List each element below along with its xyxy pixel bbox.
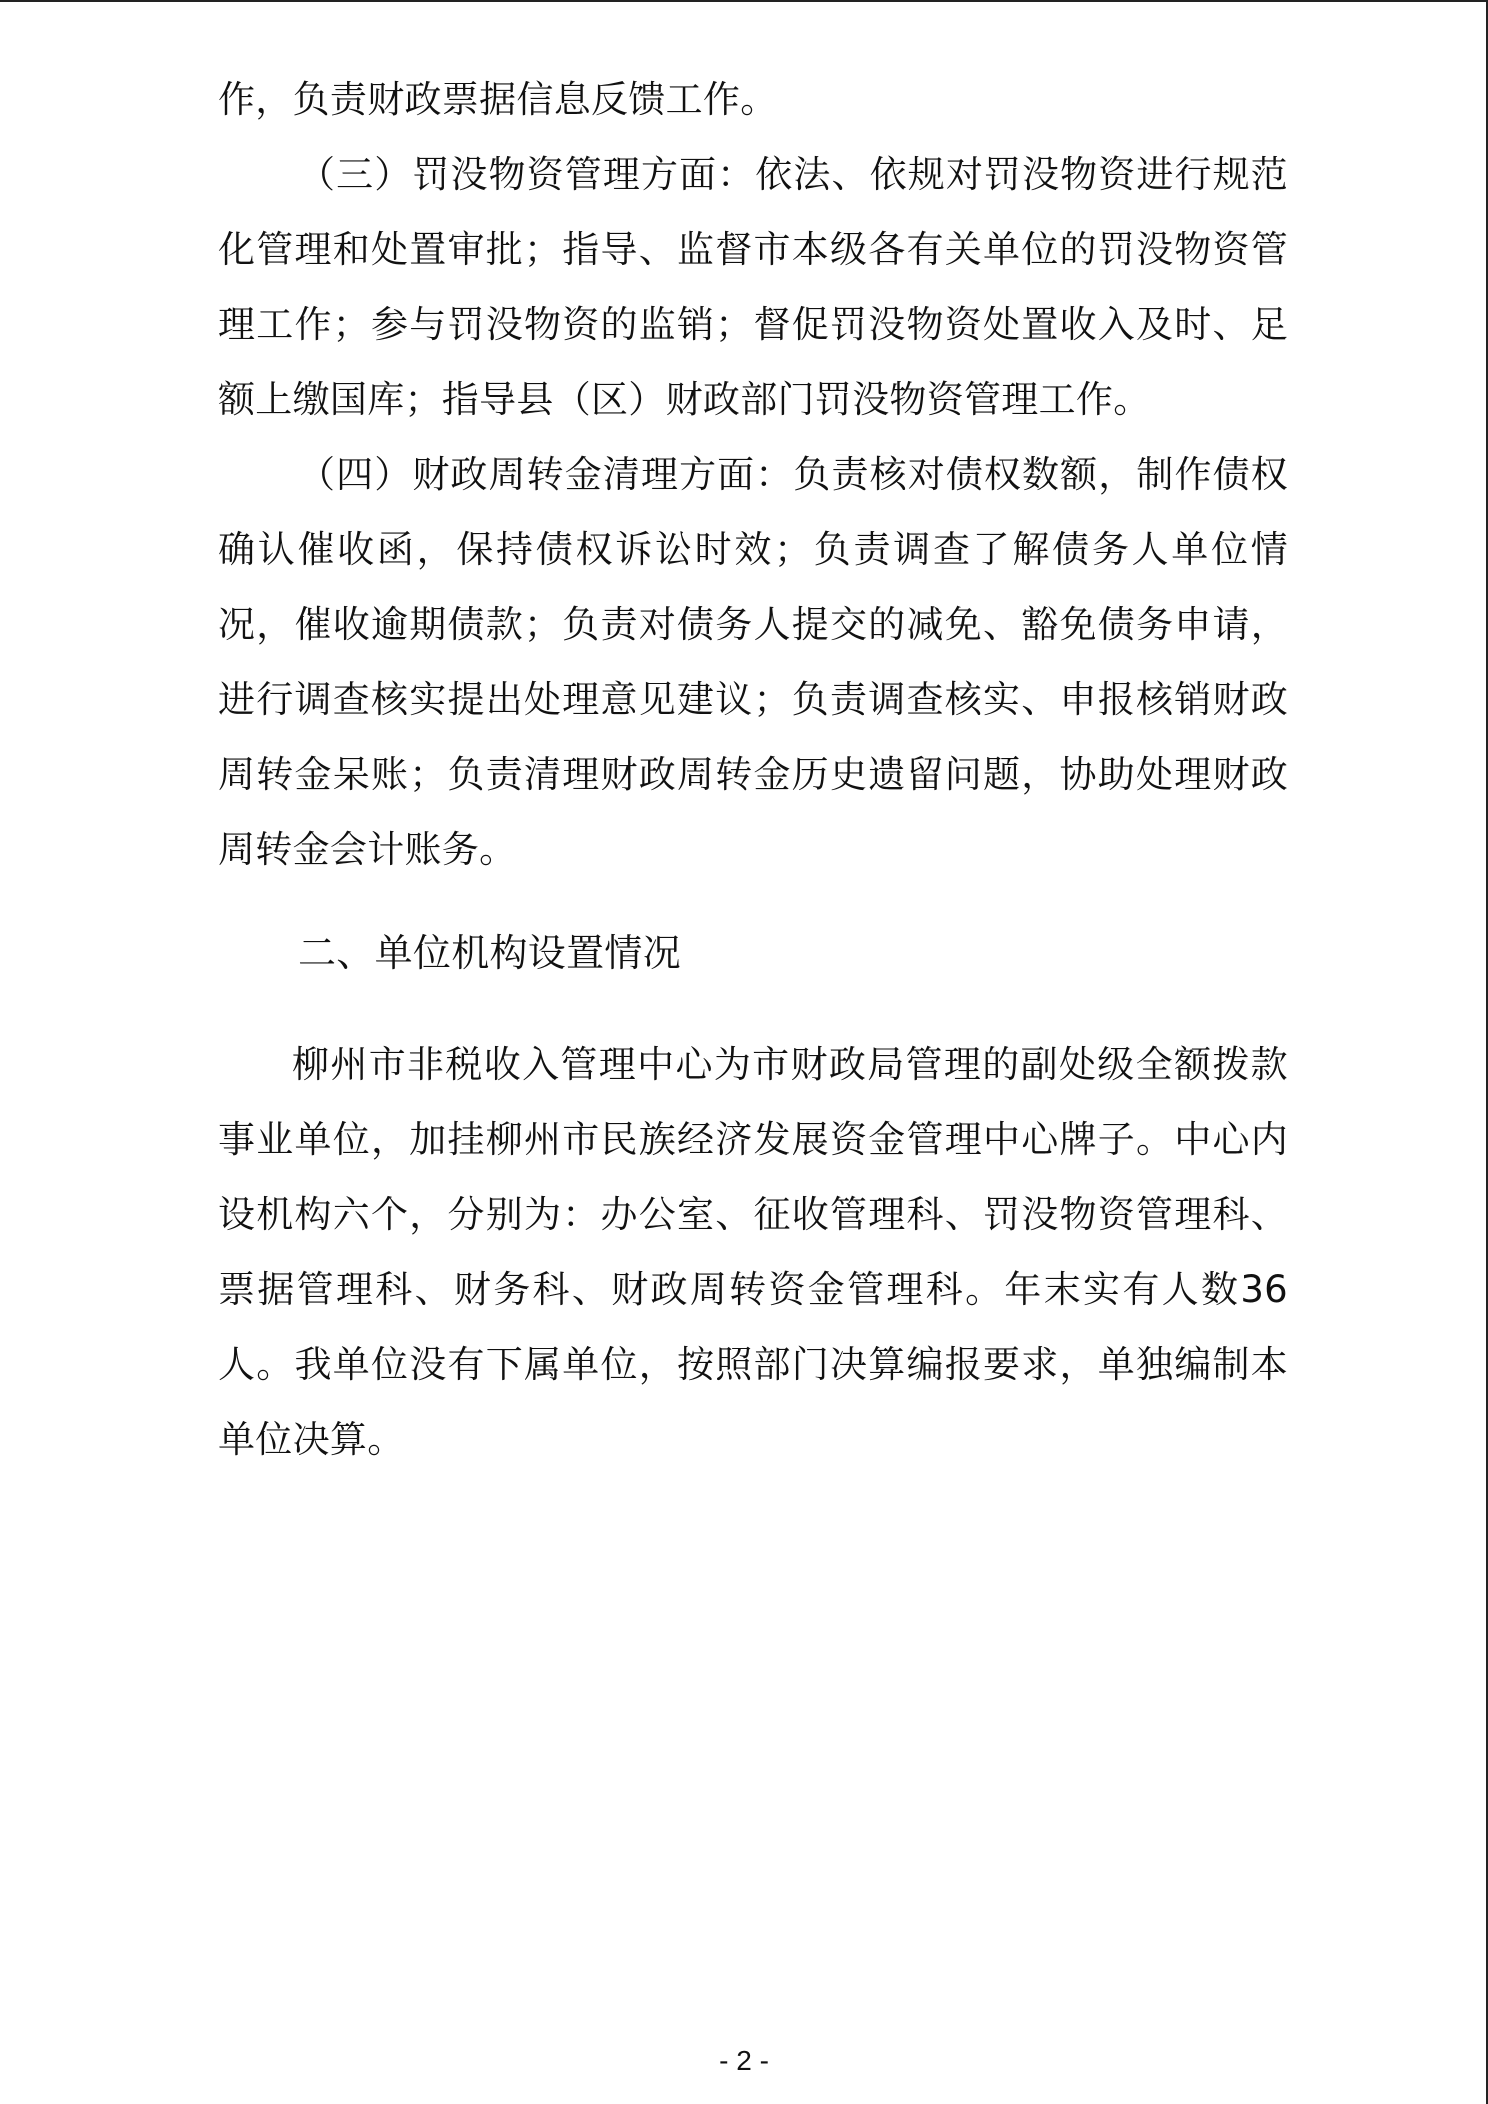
paragraph-line: 单位决算。 bbox=[218, 1418, 405, 1461]
page-number: - 2 - bbox=[719, 2045, 769, 2076]
paragraph-line: 票据管理科、财务科、财政周转资金管理科。年末实有人数36 bbox=[218, 1268, 1288, 1311]
section-heading: 二、单位机构设置情况 bbox=[298, 931, 682, 975]
paragraph-line: 人。我单位没有下属单位，按照部门决算编报要求，单独编制本 bbox=[218, 1343, 1288, 1386]
paragraph-line: 事业单位，加挂柳州市民族经济发展资金管理中心牌子。中心内 bbox=[218, 1118, 1288, 1161]
paragraph-line: 周转金会计账务。 bbox=[218, 828, 517, 871]
paragraph-line: （四）财政周转金清理方面：负责核对债权数额，制作债权 bbox=[298, 453, 1288, 496]
paragraph-line: 作，负责财政票据信息反馈工作。 bbox=[218, 78, 778, 121]
paragraph-line: 理工作；参与罚没物资的监销；督促罚没物资处置收入及时、足 bbox=[218, 303, 1288, 346]
paragraph-line: 化管理和处置审批；指导、监督市本级各有关单位的罚没物资管 bbox=[218, 228, 1288, 271]
paragraph-line: （三）罚没物资管理方面：依法、依规对罚没物资进行规范 bbox=[298, 153, 1288, 196]
paragraph-line: 设机构六个，分别为：办公室、征收管理科、罚没物资管理科、 bbox=[218, 1193, 1288, 1236]
paragraph-line: 额上缴国库；指导县（区）财政部门罚没物资管理工作。 bbox=[218, 378, 1151, 421]
paragraph-line: 况，催收逾期债款；负责对债务人提交的减免、豁免债务申请， bbox=[218, 603, 1288, 646]
paragraph-line: 确认催收函，保持债权诉讼时效；负责调查了解债务人单位情 bbox=[218, 528, 1288, 571]
paragraph-line: 进行调查核实提出处理意见建议；负责调查核实、申报核销财政 bbox=[218, 678, 1288, 721]
page-border-top bbox=[0, 0, 1488, 2]
paragraph-line: 周转金呆账；负责清理财政周转金历史遗留问题，协助处理财政 bbox=[218, 753, 1288, 796]
paragraph-line: 柳州市非税收入管理中心为市财政局管理的副处级全额拨款 bbox=[292, 1043, 1288, 1086]
